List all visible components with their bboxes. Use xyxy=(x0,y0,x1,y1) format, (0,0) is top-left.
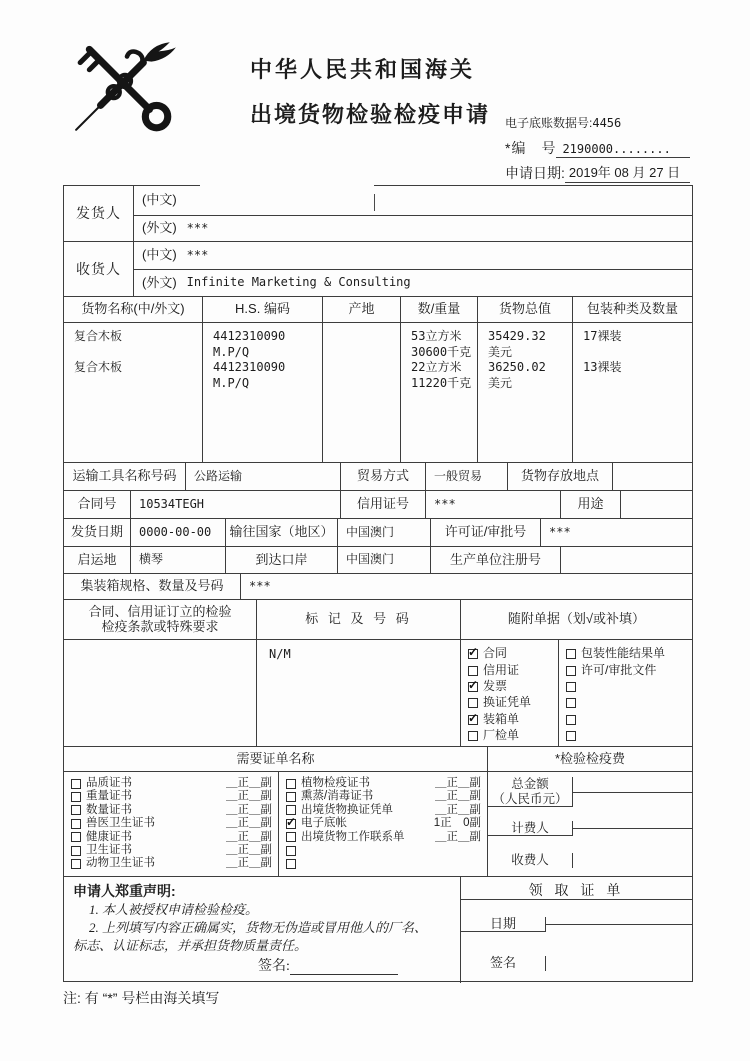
checkbox-icon xyxy=(566,666,576,676)
goods-origin-cell xyxy=(323,323,401,463)
vehicle-label: 运输工具名称号码 xyxy=(64,463,186,491)
checkbox-icon xyxy=(286,832,296,842)
pickup-date-label: 日期 xyxy=(461,917,546,933)
checkbox-icon xyxy=(468,649,478,659)
consignee-chinese-value: *** xyxy=(186,247,209,262)
cert-item-quality: 品质证书 ＿正＿副 xyxy=(71,777,272,790)
use-label: 用途 xyxy=(561,491,621,519)
marks-label: 标 记 及 号 码 xyxy=(257,600,461,640)
doc-item-packing-list: ✓ 装箱单 xyxy=(468,712,558,728)
contract-label: 合同号 xyxy=(64,491,131,519)
transport-row-4 xyxy=(64,547,692,574)
departure-label: 启运地 xyxy=(64,547,131,574)
checkbox-icon xyxy=(71,859,81,869)
declaration-title: 申请人郑重声明: xyxy=(73,883,176,899)
checkbox-icon xyxy=(566,698,576,708)
doc-item-contract: ✓ 合同 xyxy=(468,646,558,662)
trade-mode-label: 贸易方式 xyxy=(341,463,426,491)
ship-date-value: 0000-00-00 xyxy=(131,519,226,547)
serial-label: *编 号 xyxy=(505,140,557,156)
checkbox-icon xyxy=(286,846,296,856)
certs-body xyxy=(64,772,692,877)
declaration-line: 2. 上列填写内容正确属实，货物无伪造或冒用他人的厂名、 xyxy=(89,920,428,936)
cert-item-plant: 植物检疫证书 ＿正＿副 xyxy=(286,777,481,790)
checkbox-icon xyxy=(286,779,296,789)
pickup-sign-label: 签名 xyxy=(461,956,546,971)
checkbox-icon xyxy=(468,715,478,725)
lc-value: *** xyxy=(426,491,561,519)
goods-table-header xyxy=(64,297,692,323)
redaction-box xyxy=(200,176,374,212)
checkbox-icon xyxy=(286,805,296,815)
goods-col-name: 货物名称(中/外文) xyxy=(64,297,203,323)
pickup-title: 领 取 证 单 xyxy=(461,882,692,899)
cert-item-blank xyxy=(286,844,481,857)
signature-line xyxy=(290,962,398,975)
attached-docs-label: 随附单据（划√或补填） xyxy=(461,600,692,640)
ledger-value: 4456 xyxy=(592,116,622,130)
checkbox-icon xyxy=(468,731,478,741)
transport-row-1 xyxy=(64,463,692,491)
checkbox-icon xyxy=(468,698,478,708)
checkbox-icon xyxy=(71,819,81,829)
checkbox-icon xyxy=(71,832,81,842)
consignee-chinese-field xyxy=(134,242,692,270)
fee-collector-label: 收费人 xyxy=(488,853,573,867)
checkbox-icon xyxy=(286,859,296,869)
cert-item-work-contact: 出境货物工作联系单 ＿正＿副 xyxy=(286,831,481,844)
docs-header xyxy=(64,600,692,640)
clause-label: 合同、信用证订立的检验 检疫条款或特殊要求 xyxy=(64,600,257,640)
checkbox-icon xyxy=(566,715,576,725)
fee-biller-label: 计费人 xyxy=(488,821,573,836)
cert-item-health: 健康证书 ＿正＿副 xyxy=(71,831,272,844)
doc-item-permit-file: 许可/审批文件 xyxy=(566,662,692,678)
ship-date-label: 发货日期 xyxy=(64,519,131,547)
cert-item-exchange-voucher: 出境货物换证凭单 ＿正＿副 xyxy=(286,804,481,817)
goods-col-qty: 数/重量 xyxy=(401,297,478,323)
consignee-foreign-value: Infinite Marketing & Consulting xyxy=(186,275,411,290)
fee-total-value xyxy=(573,792,692,793)
shipper-foreign-field xyxy=(134,216,692,242)
permit-value: *** xyxy=(541,519,692,547)
shipper-label: 发货人 xyxy=(64,186,134,242)
goods-hs-cell: 4412310090 M.P/Q 4412310090 M.P/Q xyxy=(203,323,323,463)
doc-item-packing-perf: 包装性能结果单 xyxy=(566,646,692,662)
apply-date-value: 2019年 08 月 27 日 xyxy=(565,162,690,183)
certs-col2 xyxy=(279,772,488,877)
fee-section xyxy=(488,772,692,877)
chinese-label: (中文) xyxy=(142,192,177,208)
serial-number-row xyxy=(505,138,690,158)
apply-date-label: 申请日期: xyxy=(505,165,565,181)
doc-item-blank xyxy=(566,712,692,728)
checkbox-icon xyxy=(71,779,81,789)
goods-table-body xyxy=(64,323,692,463)
goods-name-cell: 复合木板 复合木板 xyxy=(64,323,203,463)
producer-reg-label: 生产单位注册号 xyxy=(431,547,561,574)
transport-row-2 xyxy=(64,491,692,519)
goods-col-hs: H.S. 编码 xyxy=(203,297,323,323)
container-row xyxy=(64,574,692,600)
doc-item-lc: 信用证 xyxy=(468,662,558,678)
pickup-section xyxy=(461,877,692,983)
clause-value-cell xyxy=(64,640,257,747)
consignee-label: 收货人 xyxy=(64,242,134,297)
customs-emblem-icon xyxy=(70,32,182,136)
goods-col-origin: 产地 xyxy=(323,297,401,323)
dest-country-label: 输往国家（地区） xyxy=(226,519,338,547)
cert-item-vet: 兽医卫生证书 ＿正＿副 xyxy=(71,817,272,830)
certs-needed-label: 需要证单名称 xyxy=(64,747,488,772)
ledger-label: 电子底账数据号: xyxy=(505,116,593,130)
ledger-number xyxy=(505,114,621,131)
goods-pack-cell: 17裸装 13裸装 xyxy=(573,323,692,463)
goods-qty-cell: 53立方米 30600千克 22立方米 11220千克 xyxy=(401,323,478,463)
attached-docs-col2 xyxy=(559,640,692,746)
certs-col1 xyxy=(64,772,279,877)
cert-item-fumigation: 熏蒸/消毒证书 ＿正＿副 xyxy=(286,790,481,803)
storage-label: 货物存放地点 xyxy=(508,463,613,491)
attached-docs-col1 xyxy=(461,640,559,746)
checkbox-icon xyxy=(566,731,576,741)
docs-body xyxy=(64,640,692,747)
contract-value: 10534TEGH xyxy=(131,491,341,519)
cert-item-weight: 重量证书 ＿正＿副 xyxy=(71,790,272,803)
cert-item-quantity: 数量证书 ＿正＿副 xyxy=(71,804,272,817)
checkbox-icon xyxy=(71,792,81,802)
departure-value: 横琴 xyxy=(131,547,226,574)
marks-value: N/M xyxy=(257,640,461,747)
dest-country-value: 中国澳门 xyxy=(338,519,431,547)
apply-date-row xyxy=(505,162,690,183)
use-value xyxy=(621,491,692,519)
checkbox-icon xyxy=(468,682,478,692)
attached-docs-cell xyxy=(461,640,692,747)
fee-header-label: *检验检疫费 xyxy=(488,747,692,772)
vehicle-value: 公路运输 xyxy=(186,463,341,491)
container-value: *** xyxy=(241,574,692,600)
footnote: 注: 有 “*” 号栏由海关填写 xyxy=(63,990,220,1006)
foreign-label: (外文) xyxy=(142,220,177,236)
checkbox-icon xyxy=(71,846,81,856)
doc-item-blank xyxy=(566,679,692,695)
doc-item-factory-check: 厂检单 xyxy=(468,728,558,744)
arrival-port-label: 到达口岸 xyxy=(226,547,338,574)
foreign-label: (外文) xyxy=(142,274,177,290)
checkbox-icon xyxy=(286,819,296,829)
declaration-section xyxy=(64,877,692,983)
shipper-foreign-value: *** xyxy=(186,220,209,235)
transport-row-3 xyxy=(64,519,692,547)
goods-total-cell: 35429.32 美元 36250.02 美元 xyxy=(478,323,573,463)
redaction-remnant-mark xyxy=(374,194,375,211)
trade-mode-value: 一般贸易 xyxy=(426,463,508,491)
lc-label: 信用证号 xyxy=(341,491,426,519)
declaration-text xyxy=(64,877,461,983)
doc-item-invoice: ✓ 发票 xyxy=(468,679,558,695)
form-title: 出境货物检验检疫申请 xyxy=(250,102,491,127)
cert-item-animal: 动物卫生证书 ＿正＿副 xyxy=(71,857,272,870)
serial-value: 2190000........ xyxy=(556,142,690,158)
permit-label: 许可证/审批号 xyxy=(431,519,541,547)
fee-total-label: 总金额 （人民币元） xyxy=(488,777,573,807)
storage-value xyxy=(613,463,692,491)
goods-col-pack: 包装种类及数量 xyxy=(573,297,692,323)
declaration-line: 标志、认证标志，并承担货物质量责任。 xyxy=(73,938,308,954)
checkbox-icon xyxy=(566,682,576,692)
doc-item-blank xyxy=(566,695,692,711)
checkbox-icon xyxy=(71,805,81,815)
applicant-signature-field: 签名: xyxy=(73,959,452,975)
container-label: 集装箱规格、数量及号码 xyxy=(64,574,241,600)
cert-item-eledger: ✓ 电子底帐 1正 0副 xyxy=(286,817,481,830)
application-form-table xyxy=(63,185,693,982)
producer-reg-value xyxy=(561,547,692,574)
goods-col-total: 货物总值 xyxy=(478,297,573,323)
org-title: 中华人民共和国海关 xyxy=(250,57,476,82)
cert-item-blank xyxy=(286,857,481,870)
declaration-line: 1. 本人被授权申请检验检疫。 xyxy=(89,902,259,918)
parties-section xyxy=(64,186,692,297)
doc-item-blank xyxy=(566,728,692,744)
arrival-port-value: 中国澳门 xyxy=(338,547,431,574)
checkbox-icon xyxy=(468,666,478,676)
doc-item-voucher: 换证凭单 xyxy=(468,695,558,711)
consignee-foreign-field xyxy=(134,270,692,297)
fee-biller-value xyxy=(573,828,692,829)
checkbox-icon xyxy=(286,792,296,802)
pickup-date-value xyxy=(546,924,692,925)
chinese-label: (中文) xyxy=(142,247,177,263)
certs-header xyxy=(64,747,692,772)
checkbox-icon xyxy=(566,649,576,659)
cert-item-sanitary: 卫生证书 ＿正＿副 xyxy=(71,844,272,857)
